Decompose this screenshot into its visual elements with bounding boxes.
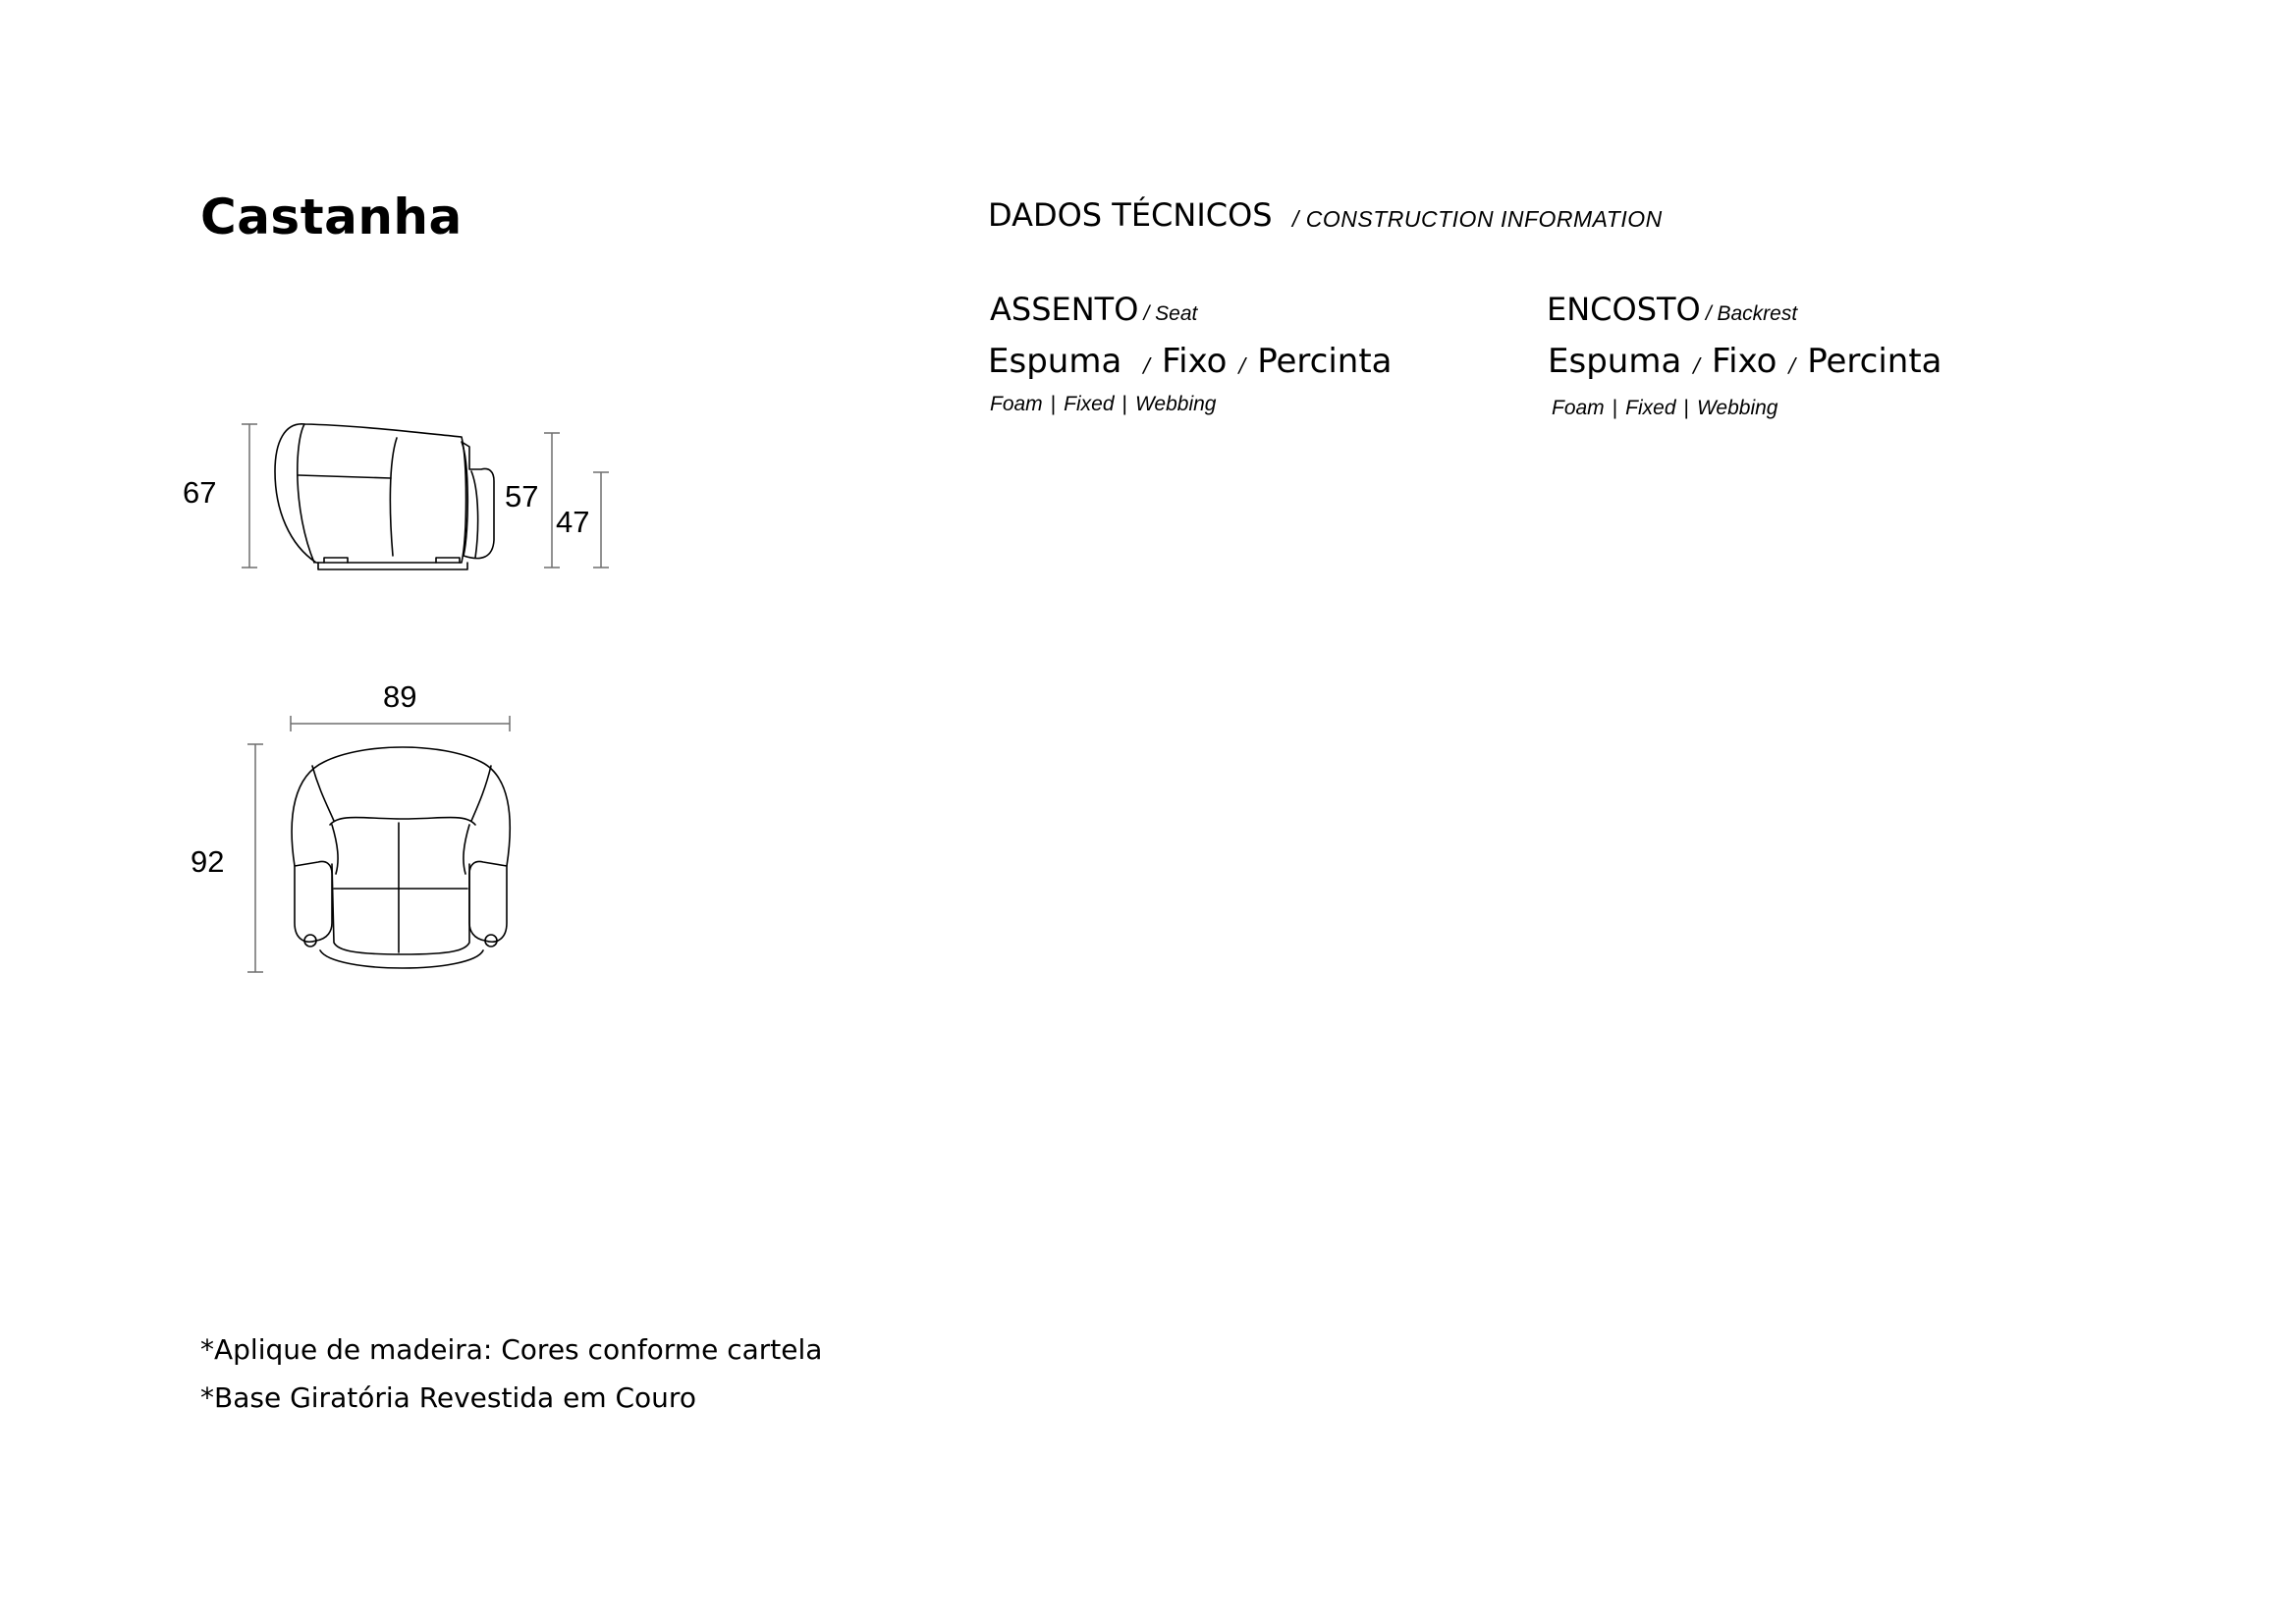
backrest-material-foam: Espuma — [1548, 342, 1682, 381]
technical-data-subtitle: / CONSTRUCTION INFORMATION — [1292, 206, 1663, 232]
seat-material-webbing: Percinta — [1257, 342, 1393, 381]
backrest-material-fixed: Fixo — [1712, 342, 1777, 381]
seat-material-fixed: Fixo — [1162, 342, 1228, 381]
dimension-width: 89 — [383, 679, 417, 714]
backrest-materials-en: Foam | Fixed | Webbing — [1552, 397, 1778, 419]
backrest-material-webbing: Percinta — [1807, 342, 1942, 381]
backrest-label-en: / Backrest — [1705, 302, 1798, 325]
seat-label: ASSENTO — [990, 291, 1139, 328]
seat-material-foam-en: Foam — [990, 393, 1043, 415]
dimension-depth: 92 — [191, 844, 225, 879]
seat-material-foam: Espuma — [988, 342, 1122, 381]
backrest-material-webbing-en: Webbing — [1696, 397, 1778, 419]
note-wood-applique: *Aplique de madeira: Cores conforme cartela — [200, 1333, 823, 1366]
note-swivel-base: *Base Giratória Revestida em Couro — [200, 1381, 696, 1414]
seat-label-en: / Seat — [1143, 302, 1198, 325]
seat-materials: Espuma / Fixo / Percinta — [988, 342, 1393, 381]
dimension-arm-height: 57 — [505, 479, 539, 514]
backrest-label: ENCOSTO — [1547, 291, 1701, 328]
seat-materials-en: Foam | Fixed | Webbing — [990, 393, 1217, 415]
side-view-drawing — [242, 424, 609, 569]
dimension-seat-height: 47 — [556, 505, 590, 539]
top-view-drawing — [247, 716, 510, 972]
dimension-side-height: 67 — [183, 475, 217, 510]
backrest-materials: Espuma / Fixo / Percinta — [1548, 342, 1942, 381]
backrest-material-foam-en: Foam — [1552, 397, 1605, 419]
product-title: Castanha — [200, 189, 463, 245]
seat-material-fixed-en: Fixed — [1064, 393, 1115, 415]
technical-data-title: DADOS TÉCNICOS — [988, 196, 1273, 234]
backrest-material-fixed-en: Fixed — [1625, 397, 1676, 419]
seat-material-webbing-en: Webbing — [1134, 393, 1217, 415]
